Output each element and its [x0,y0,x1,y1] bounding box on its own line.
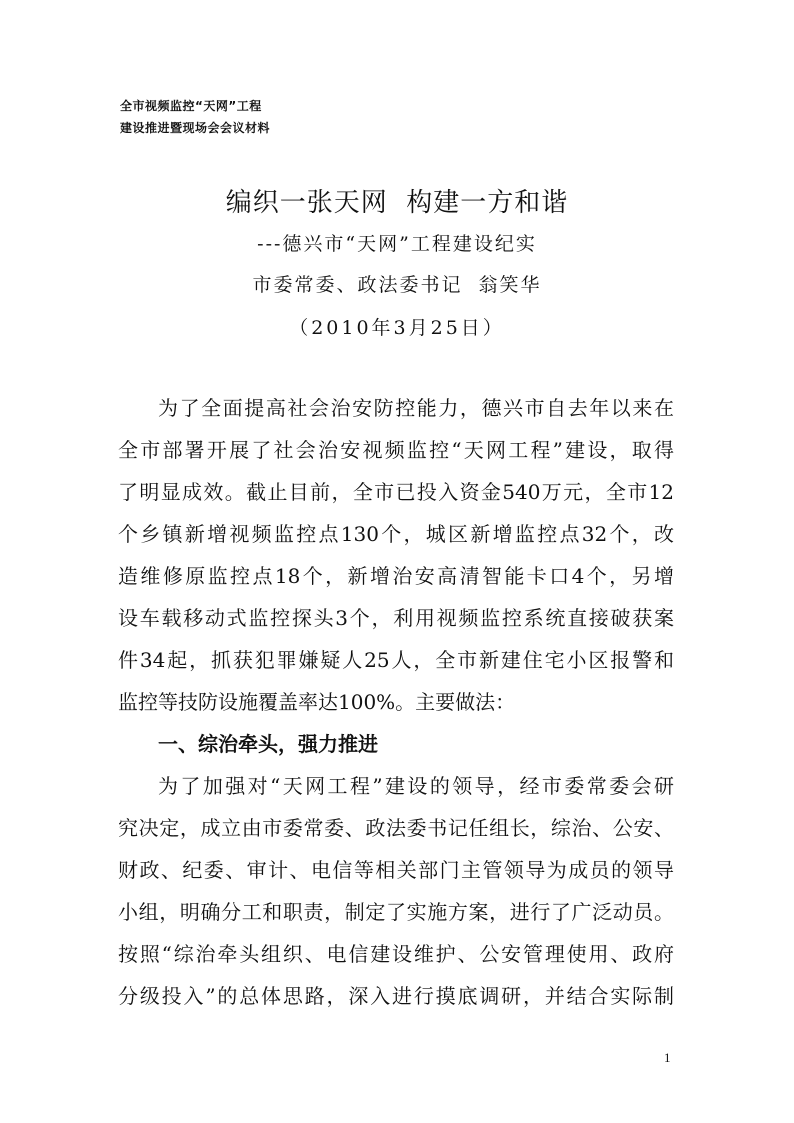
document-date: （2010年3月25日） [289,317,505,339]
paragraph-line: 分级投入”的总体思路，深入进行摸底调研，并结合实际制 [118,984,674,1008]
header-line-2: 建设推进暨现场会会议材料 [120,121,271,135]
header-line-1: 全市视频监控“天网”工程 [120,99,262,113]
paragraph-line: 为了加强对“天网工程”建设的领导，经市委常委会研 [158,774,674,798]
paragraph-line: 个乡镇新增视频监控点130个，城区新增监控点32个，改 [118,522,674,546]
paragraph-line: 小组，明确分工和职责，制定了实施方案，进行了广泛动员。 [118,900,674,924]
paragraph-line: 为了全面提高社会治安防控能力，德兴市自去年以来在 [158,396,674,420]
page-number: 1 [664,1050,671,1065]
paragraph-line: 造维修原监控点18个，新增治安高清智能卡口4个，另增 [118,564,674,588]
paragraph-line: 财政、纪委、审计、电信等相关部门主管领导为成员的领导 [118,858,674,882]
paragraph-line: 设车载移动式监控探头3个，利用视频监控系统直接破获案 [118,606,674,630]
document-title: 编织一张天网 构建一方和谐 [225,188,569,218]
paragraph-line: 监控等技防设施覆盖率达100%。主要做法： [118,690,516,714]
paragraph-line: 了明显成效。截止目前，全市已投入资金540万元，全市12 [118,480,674,504]
paragraph-line: 全市部署开展了社会治安视频监控“天网工程”建设，取得 [118,438,674,462]
paragraph-line: 件34起，抓获犯罪嫌疑人25人，全市新建住宅小区报警和 [118,648,674,672]
document-subtitle: ---德兴市“天网”工程建设纪实 [257,233,537,255]
section-heading: 一、综治牵头，强力推进 [158,732,378,756]
document-author: 市委常委、政法委书记 翁笑华 [252,274,542,296]
paragraph-line: 按照“综治牵头组织、电信建设维护、公安管理使用、政府 [118,942,674,966]
paragraph-line: 究决定，成立由市委常委、政法委书记任组长，综治、公安、 [118,816,674,840]
